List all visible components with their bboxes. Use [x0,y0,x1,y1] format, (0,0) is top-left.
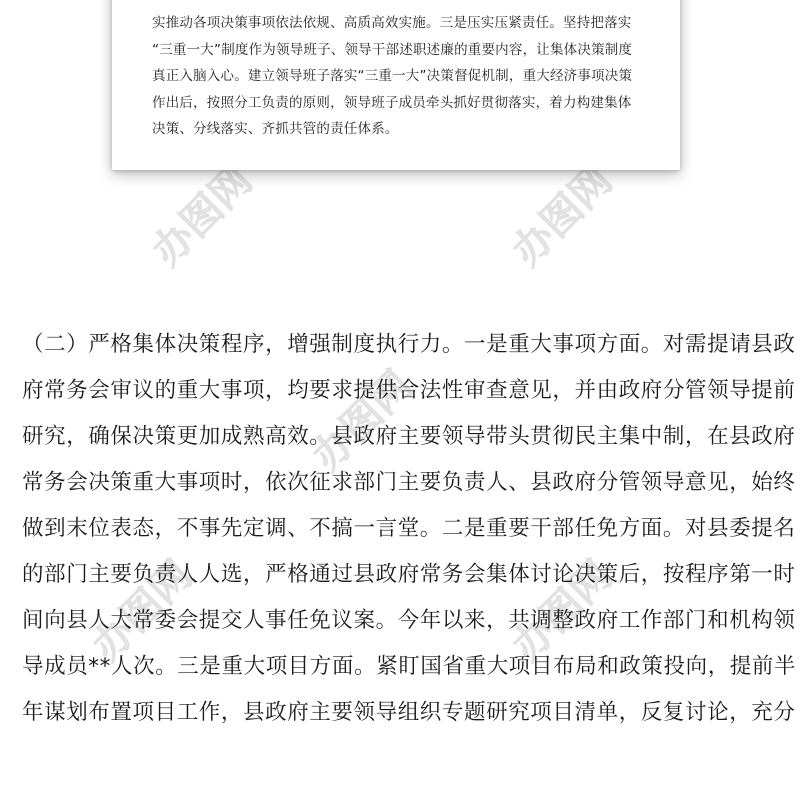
body-line: 间向县人大常委会提交人事任免议案。今年以来，共调整政府工作部门和机构领 [22,608,796,633]
watermark: 办图网 [303,362,422,480]
body-line: 导成员**人次。三是重大项目方面。紧盯国省重大项目布局和政策投向，提前半 [22,654,797,679]
excerpt-card [112,0,680,170]
body-line: 的部门主要负责人人选，严格通过县政府常务会集体讨论决策后，按程序第一时 [22,562,796,587]
excerpt-line: 真正入脑入心。建立领导班子落实“三重一大”决策督促机制，重大经济事项决策 [152,68,633,84]
body-line: 府常务会审议的重大事项，均要求提供合法性审查意见，并由政府分管领导提前 [22,378,796,403]
body-line: （二）严格集体决策程序，增强制度执行力。一是重大事项方面。对需提请县政 [22,332,796,357]
watermark: 办图网 [503,552,622,670]
body-line: 常务会决策重大事项时，依次征求部门主要负责人、县政府分管领导意见，始终 [22,470,796,495]
excerpt-line: “三重一大”制度作为领导班子、领导干部述职述廉的重要内容，让集体决策制度 [152,41,633,58]
excerpt-line: 实推动各项决策事项依法依规、高质高效实施。三是压实压紧责任。坚持把落实 [152,15,632,31]
body-line: 年谋划布置项目工作，县政府主要领导组织专题研究项目清单，反复讨论，充分 [22,700,796,725]
body-line: 做到末位表态，不事先定调、不搞一言堂。二是重要干部任免方面。对县委提名 [22,516,796,541]
watermark: 办图网 [143,157,262,275]
watermark: 办图网 [83,552,202,670]
excerpt-line: 作出后，按照分工负责的原则，领导班子成员牵头抓好贯彻落实，着力构建集体 [152,94,632,111]
body-line: 研究，确保决策更加成熟高效。县政府主要领导带头贯彻民主集中制，在县政府 [22,424,796,449]
body-paragraph [22,322,797,736]
excerpt-text [152,10,652,143]
excerpt-line: 决策、分线落实、齐抓共管的责任体系。 [152,121,399,137]
watermark: 办图网 [503,157,622,275]
